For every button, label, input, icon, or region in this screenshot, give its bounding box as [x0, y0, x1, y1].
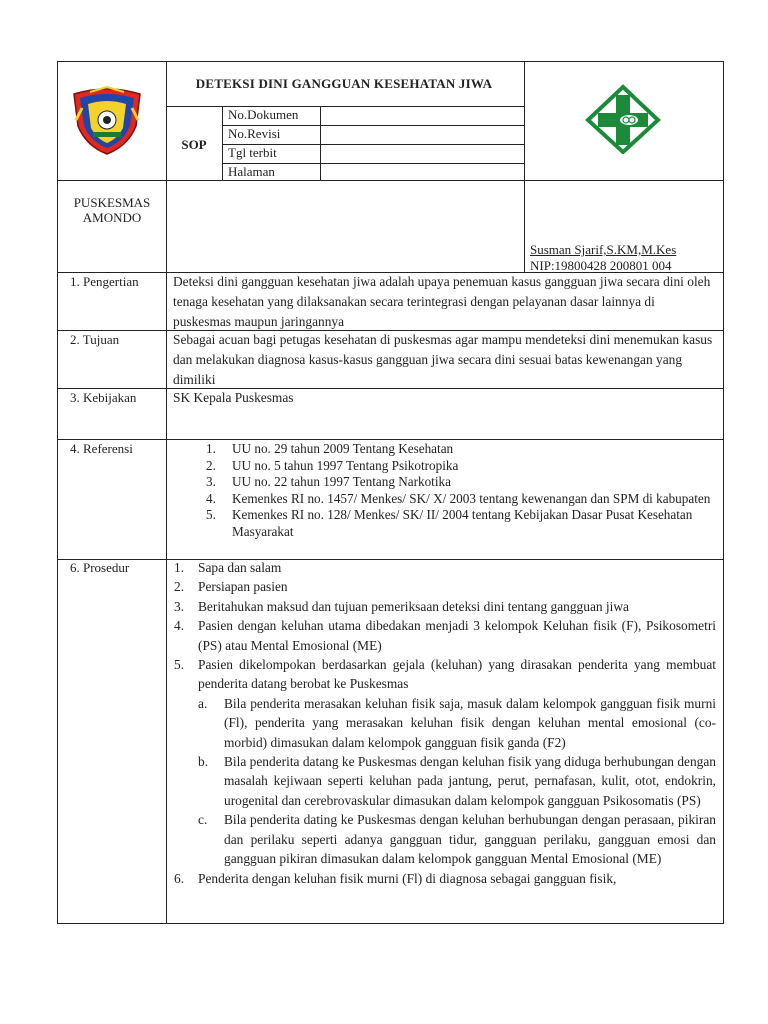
item-text: Kemenkes RI no. 1457/ Menkes/ SK/ X/ 2003 tentang kewenangan dan SPM di kabupaten	[232, 490, 711, 506]
item-number: 3.	[206, 474, 216, 490]
item-text: Pasien dikelompokan berdasarkan gejala (keluhan) yang dirasakan penderita yang membuat penderita datang berobat ke Puskesmas	[198, 657, 716, 692]
item-text: Sapa dan salam	[198, 560, 282, 575]
regional-emblem-icon	[68, 86, 146, 156]
signatory-name: Susman Sjarif,S.KM,M.Kes	[530, 242, 677, 257]
document-title: DETEKSI DINI GANGGUAN KESEHATAN JIWA	[195, 76, 493, 91]
list-item	[174, 558, 716, 577]
item-number: 4.	[174, 618, 185, 634]
sub-item-text: Bila penderita datang ke Puskesmas dengan keluhan fisik yang diduga berhubungan dengan masalah kejiwaan seperti keluhan pada jantung, perut, pernafasan, kulit, otot, endokrin, urogenital dan cerebrovaskular dimasukan dalam kelompok gangguan Psikosomatis (PS)	[224, 754, 716, 808]
list-item	[174, 616, 716, 655]
list-item	[206, 474, 726, 491]
item-number: 5.	[174, 657, 185, 673]
sub-item-text: Bila penderita merasakan keluhan fisik saja, masuk dalam kelompok gangguan fisik murni (Fl), penderita yang merasakan keluhan fisik dengan keluhan mental emosional (co-morbid) dimasukan dalam kelompok gangguan fisik ganda (F2)	[224, 695, 716, 750]
list-item	[206, 491, 726, 508]
sub-list-item	[174, 752, 716, 810]
sub-item-letter: b.	[198, 754, 209, 770]
list-item	[174, 655, 716, 694]
text-pengertian: Deteksi dini gangguan kesehatan jiwa adalah upaya penemuan kasus gangguan jiwa secara dini oleh tenaga kesehatan yang dilaksanakan secara terintegrasi dengan pelayanan dasar lainnya di puskesmas maupun jaringannya	[173, 274, 711, 329]
sub-item-letter: a.	[198, 695, 208, 711]
item-number: 3.	[174, 598, 185, 614]
item-text: Pasien dengan keluhan utama dibedakan menjadi 3 kelompok Keluhan fisik (F), Psikosometri (PS) atau Mental Emosional (ME)	[198, 618, 716, 653]
list-item	[206, 458, 726, 475]
item-text: Kemenkes RI no. 128/ Menkes/ SK/ II/ 2004 tentang Kebijakan Dasar Pusat Kesehatan Masyarakat	[232, 507, 693, 539]
item-text: UU no. 29 tahun 2009 Tentang Kesehatan	[232, 441, 454, 456]
table-border-bottom	[57, 923, 724, 924]
signatory-nip: NIP:19800428 200801 004	[530, 258, 672, 273]
item-text: UU no. 22 tahun 1997 Tentang Narkotika	[232, 474, 451, 490]
text-tujuan: Sebagai acuan bagi petugas kesehatan di puskesmas agar mampu mendeteksi dini menemukan kasus dan melakukan diagnosa kasus-kasus gangguan jiwa secara dini sesuai batas kewenangan yang dimiliki	[173, 332, 713, 387]
label-column-divider	[166, 61, 167, 924]
item-number: 2.	[206, 457, 216, 473]
right-logo-divider	[524, 61, 525, 273]
meta-value-divider	[320, 106, 321, 181]
puskesmas-cross-icon	[584, 84, 662, 154]
label-kebijakan: 3. Kebijakan	[70, 390, 137, 405]
label-prosedur: 6. Prosedur	[70, 560, 130, 575]
field-no-revisi: No.Revisi	[228, 126, 281, 141]
sub-item-text: Bila penderita dating ke Puskesmas dengan keluhan berhubungan dengan perasaan, pikiran dan perilaku seperti adanya gangguan tidur, gangguan perilaku, gangguan emosi dan gangguan pikiran dimasukan dalam kelompok gangguan Mental Emosional (ME)	[224, 812, 716, 867]
row-divider-referensi	[57, 439, 724, 440]
sub-item-letter: c.	[198, 812, 208, 828]
label-pengertian: 1. Pengertian	[70, 274, 139, 289]
sop-label: SOP	[181, 137, 207, 152]
item-number: 1.	[206, 441, 216, 456]
list-item	[174, 597, 716, 616]
table-border-left	[57, 61, 58, 924]
item-text: Penderita dengan keluhan fisik murni (Fl) di diagnosa sebagai gangguan fisik,	[198, 870, 617, 886]
label-tujuan: 2. Tujuan	[70, 332, 120, 347]
referensi-list	[206, 441, 726, 541]
list-item	[174, 869, 716, 888]
item-text: UU no. 5 tahun 1997 Tentang Psikotropika	[232, 457, 459, 473]
item-number: 6.	[174, 870, 185, 886]
puskesmas-line-1: PUSKESMAS	[73, 195, 151, 210]
text-kebijakan: SK Kepala Puskesmas	[173, 390, 294, 405]
header-bottom-line	[57, 180, 724, 181]
prosedur-list	[174, 558, 716, 888]
puskesmas-line-2: AMONDO	[82, 210, 142, 225]
item-number: 1.	[174, 560, 185, 575]
title-row-divider	[166, 106, 524, 107]
field-no-dokumen: No.Dokumen	[228, 107, 299, 122]
sop-column-divider	[222, 106, 223, 181]
list-item	[174, 577, 716, 596]
item-number: 5.	[206, 507, 216, 523]
table-border-top	[57, 61, 724, 62]
field-tgl-terbit: Tgl terbit	[228, 145, 277, 160]
item-number: 2.	[174, 579, 185, 595]
list-item	[206, 507, 726, 540]
field-halaman: Halaman	[228, 164, 275, 179]
item-number: 4.	[206, 490, 216, 506]
sub-list-item	[174, 810, 716, 868]
label-referensi: 4. Referensi	[70, 441, 133, 456]
sub-list-item	[174, 694, 716, 752]
puskesmas-name	[58, 195, 166, 225]
item-text: Beritahukan maksud dan tujuan pemeriksaan deteksi dini tentang gangguan jiwa	[198, 598, 629, 614]
list-item	[206, 441, 726, 458]
item-text: Persiapan pasien	[198, 579, 288, 595]
